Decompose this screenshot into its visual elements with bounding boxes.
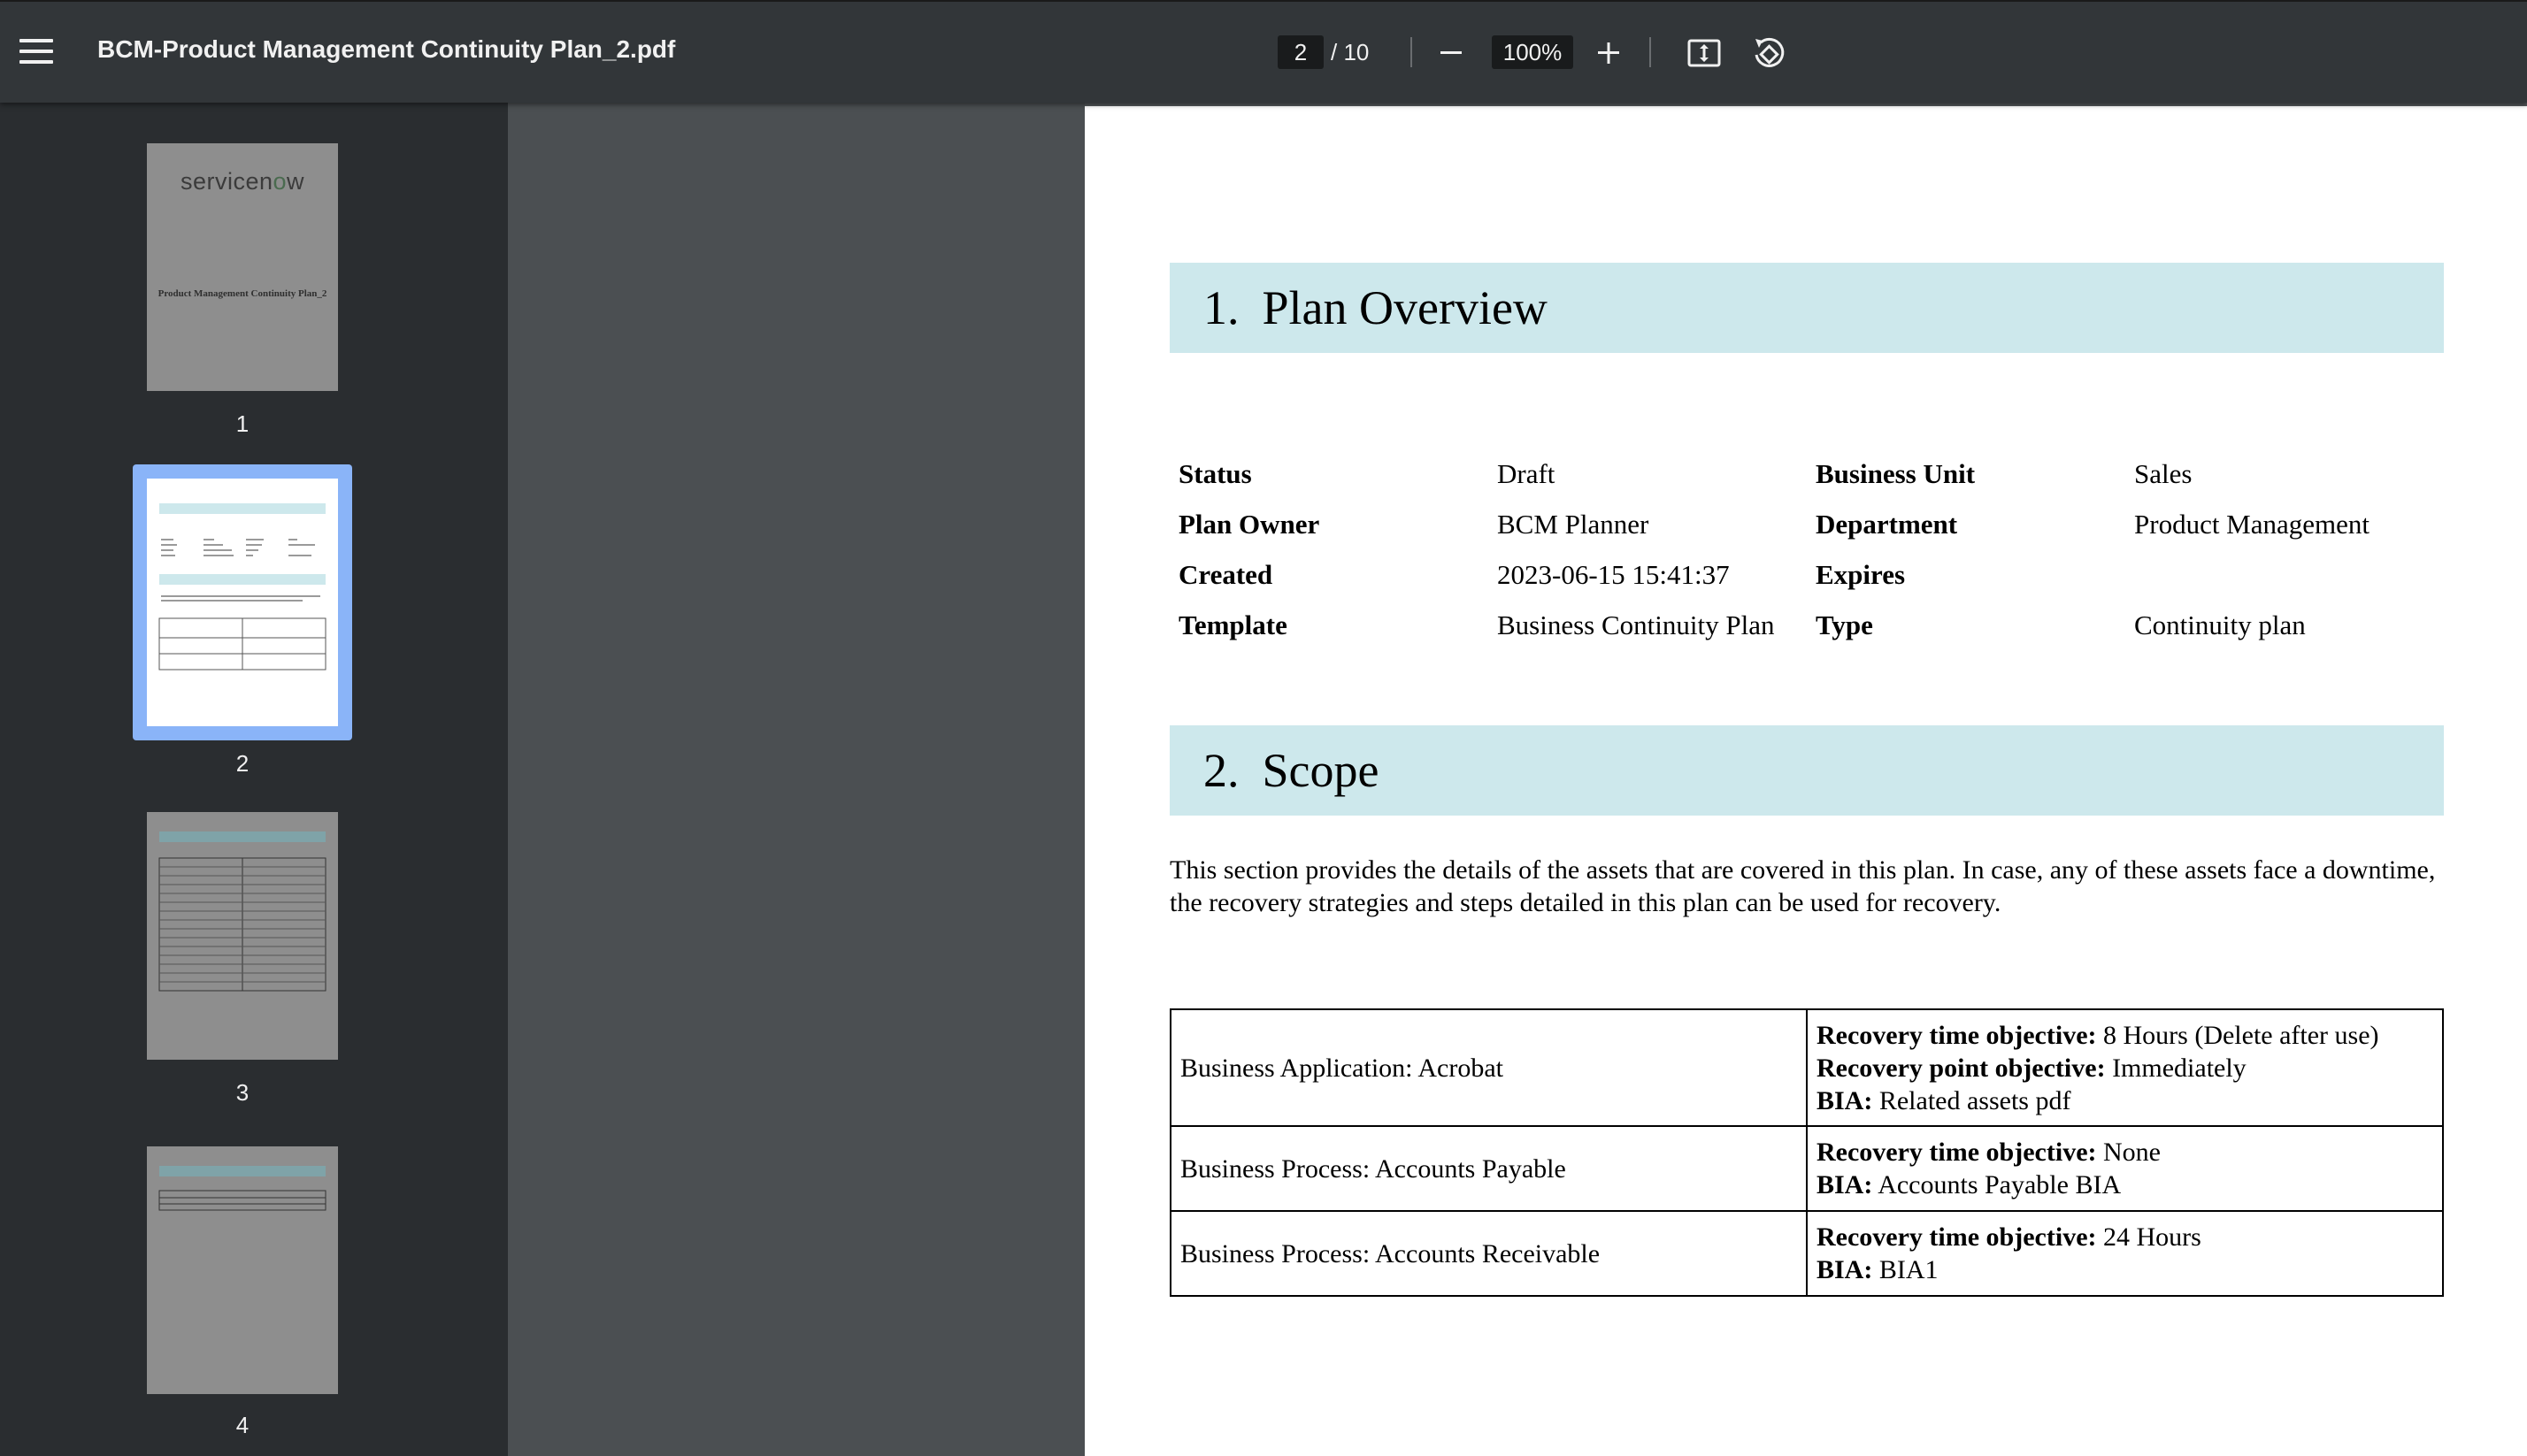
thumbnail-page-2[interactable] <box>133 464 352 740</box>
asset-detail-key: Recovery time objective: <box>1817 1222 2097 1252</box>
asset-detail-value: Related assets pdf <box>1872 1085 2071 1115</box>
thumbnail-sidebar <box>0 103 508 1456</box>
asset-detail-line <box>1817 1136 2433 1169</box>
page-total: / 10 <box>1331 39 1370 65</box>
thumbnail-title: Product Management Continuity Plan_2 <box>157 288 327 299</box>
asset-details-cell <box>1807 1009 2443 1126</box>
asset-detail-value: Accounts Payable BIA <box>1872 1170 2122 1199</box>
zoom-out-button[interactable] <box>1432 34 1471 73</box>
thumbnail-preview <box>147 812 338 1060</box>
overview-label: Expires <box>1816 559 1906 590</box>
servicenow-logo: servicenow <box>180 168 305 195</box>
asset-details-cell <box>1807 1211 2443 1296</box>
overview-label: Created <box>1179 559 1273 590</box>
menu-icon[interactable] <box>19 34 53 69</box>
thumbnail-page-1[interactable] <box>147 143 338 391</box>
thumbnail-number: 2 <box>235 750 250 777</box>
overview-label: Business Unit <box>1816 458 1976 489</box>
asset-name-cell: Business Application: Acrobat <box>1171 1009 1807 1126</box>
asset-detail-line <box>1817 1084 2433 1117</box>
asset-details-cell <box>1807 1126 2443 1211</box>
thumbnail-page-4[interactable] <box>147 1146 338 1394</box>
asset-detail-value: 8 Hours (Delete after use) <box>2096 1020 2379 1050</box>
asset-detail-line <box>1817 1052 2433 1084</box>
viewer-background <box>508 103 1085 1456</box>
asset-detail-value: None <box>2096 1138 2161 1167</box>
fit-page-button[interactable] <box>1685 34 1724 73</box>
asset-detail-value: Immediately <box>2105 1053 2247 1083</box>
thumbnail-number: 4 <box>235 1412 250 1438</box>
overview-value: Sales <box>2134 458 2193 489</box>
thumbnail-number: 3 <box>235 1079 250 1106</box>
overview-label: Plan Owner <box>1179 509 1320 540</box>
asset-detail-key: Recovery time objective: <box>1817 1138 2097 1167</box>
section-header-scope <box>1170 725 2444 816</box>
asset-detail-key: Recovery point objective: <box>1817 1053 2106 1083</box>
table-row <box>1171 1009 2443 1126</box>
overview-value: Draft <box>1497 458 1555 489</box>
table-row <box>1171 1211 2443 1296</box>
table-row <box>1171 1126 2443 1211</box>
overview-value: Continuity plan <box>2134 609 2306 640</box>
thumbnail-preview <box>147 1146 338 1394</box>
overview-label: Status <box>1179 458 1252 489</box>
overview-label: Type <box>1816 609 1873 640</box>
overview-value: Business Continuity Plan <box>1497 609 1775 640</box>
section-header-plan-overview <box>1170 263 2444 353</box>
overview-value: 2023-06-15 15:41:37 <box>1497 559 1730 590</box>
asset-detail-line <box>1817 1019 2433 1052</box>
asset-detail-key: BIA: <box>1817 1255 1873 1284</box>
overview-label: Department <box>1816 509 1958 540</box>
zoom-in-button[interactable] <box>1589 34 1628 73</box>
asset-name-cell: Business Process: Accounts Receivable <box>1171 1211 1807 1296</box>
overview-label: Template <box>1179 609 1287 640</box>
zoom-level-input[interactable]: 100% <box>1492 35 1573 69</box>
overview-value: BCM Planner <box>1497 509 1649 540</box>
asset-detail-value: 24 Hours <box>2096 1222 2201 1252</box>
toolbar-divider <box>1410 37 1412 67</box>
page-number-input[interactable]: 2 <box>1278 35 1324 69</box>
asset-detail-line <box>1817 1169 2433 1201</box>
assets-table <box>1170 1008 2444 1297</box>
asset-detail-line <box>1817 1221 2433 1253</box>
section-title: 1. Plan Overview <box>1203 281 1548 334</box>
toolbar-divider <box>1649 37 1651 67</box>
rotate-button[interactable] <box>1748 34 1787 73</box>
toolbar <box>0 0 2527 103</box>
asset-detail-key: BIA: <box>1817 1170 1873 1199</box>
asset-detail-value: BIA1 <box>1872 1255 1939 1284</box>
asset-detail-key: BIA: <box>1817 1085 1873 1115</box>
scope-description: This section provides the details of the assets that are covered in this plan. In case, any of these assets face a downtime, the recovery strategies and steps detailed in this plan can be used for recovery. <box>1170 855 2436 917</box>
section-title: 2. Scope <box>1203 744 1379 797</box>
asset-name-cell: Business Process: Accounts Payable <box>1171 1126 1807 1211</box>
rotate-icon <box>1748 34 1787 73</box>
document-page <box>1085 106 2527 1456</box>
thumbnail-page-3[interactable] <box>147 812 338 1060</box>
thumbnail-number: 1 <box>235 410 250 437</box>
document-title: BCM-Product Management Continuity Plan_2.pdf <box>97 35 676 63</box>
fit-page-icon <box>1685 34 1724 73</box>
asset-detail-key: Recovery time objective: <box>1817 1020 2097 1050</box>
overview-value: Product Management <box>2134 509 2370 540</box>
plus-icon <box>1589 34 1628 73</box>
asset-detail-line <box>1817 1253 2433 1286</box>
minus-icon <box>1432 34 1471 73</box>
thumbnail-preview <box>147 479 338 726</box>
